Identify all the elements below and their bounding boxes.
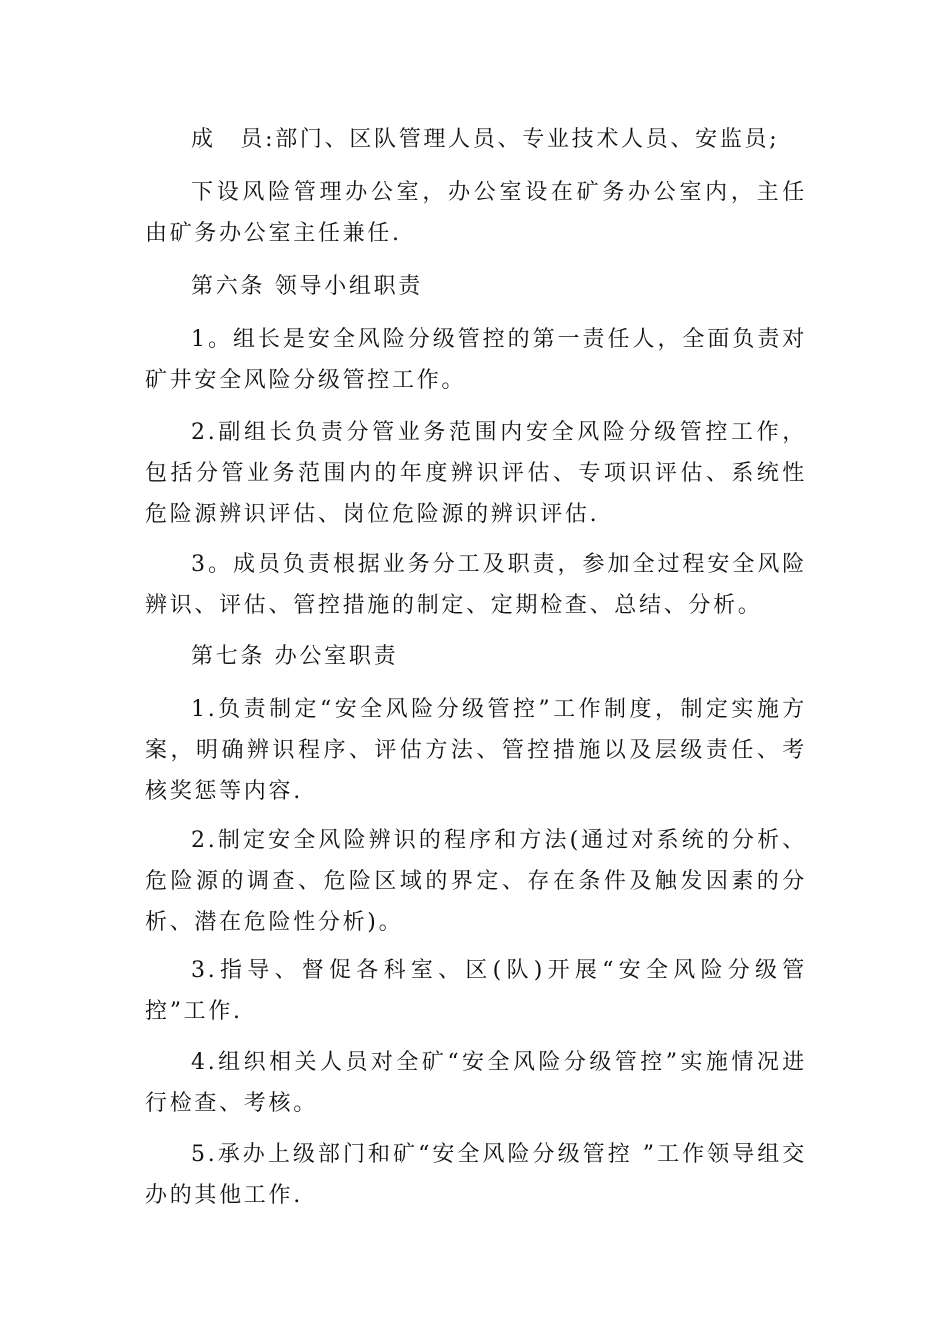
paragraph-duty-deputy-leader: 2.副组长负责分管业务范围内安全风险分级管控工作，包括分管业务范围内的年度辨识评估、专项识评估、系统性危险源辨识评估、岗位危险源的辨识评估. xyxy=(145,420,807,527)
paragraph-office-duty-5: 5.承办上级部门和矿“安全风险分级管控 ”工作领导组交办的其他工作. xyxy=(145,1142,807,1208)
paragraph-office-duty-1: 1.负责制定“安全风险分级管控”工作制度，制定实施方案，明确辨识程序、评估方法、管控措施以及层级责任、考核奖惩等内容. xyxy=(145,697,807,804)
paragraph-members: 成 员:部门、区队管理人员、专业技术人员、安监员; xyxy=(191,127,780,152)
paragraph-duty-members: 3。成员负责根据业务分工及职责，参加全过程安全风险辨识、评估、管控措施的制定、定期检查、总结、分析。 xyxy=(145,552,807,618)
paragraph-risk-office: 下设风险管理办公室，办公室设在矿务办公室内，主任由矿务办公室主任兼任. xyxy=(145,180,807,246)
paragraph-office-duty-2: 2.制定安全风险辨识的程序和方法(通过对系统的分析、危险源的调查、危险区域的界定、存在条件及触发因素的分析、潜在危险性分析)。 xyxy=(145,828,807,935)
paragraph-office-duty-4: 4.组织相关人员对全矿“安全风险分级管控”实施情况进行检查、考核。 xyxy=(145,1050,807,1116)
section-heading-article-6: 第六条 领导小组职责 xyxy=(191,274,423,299)
paragraph-duty-leader: 1。组长是安全风险分级管控的第一责任人，全面负责对矿井安全风险分级管控工作。 xyxy=(145,327,807,393)
section-heading-article-7: 第七条 办公室职责 xyxy=(191,644,399,669)
paragraph-office-duty-3: 3.指导、督促各科室、区(队)开展“安全风险分级管控”工作. xyxy=(145,958,807,1024)
